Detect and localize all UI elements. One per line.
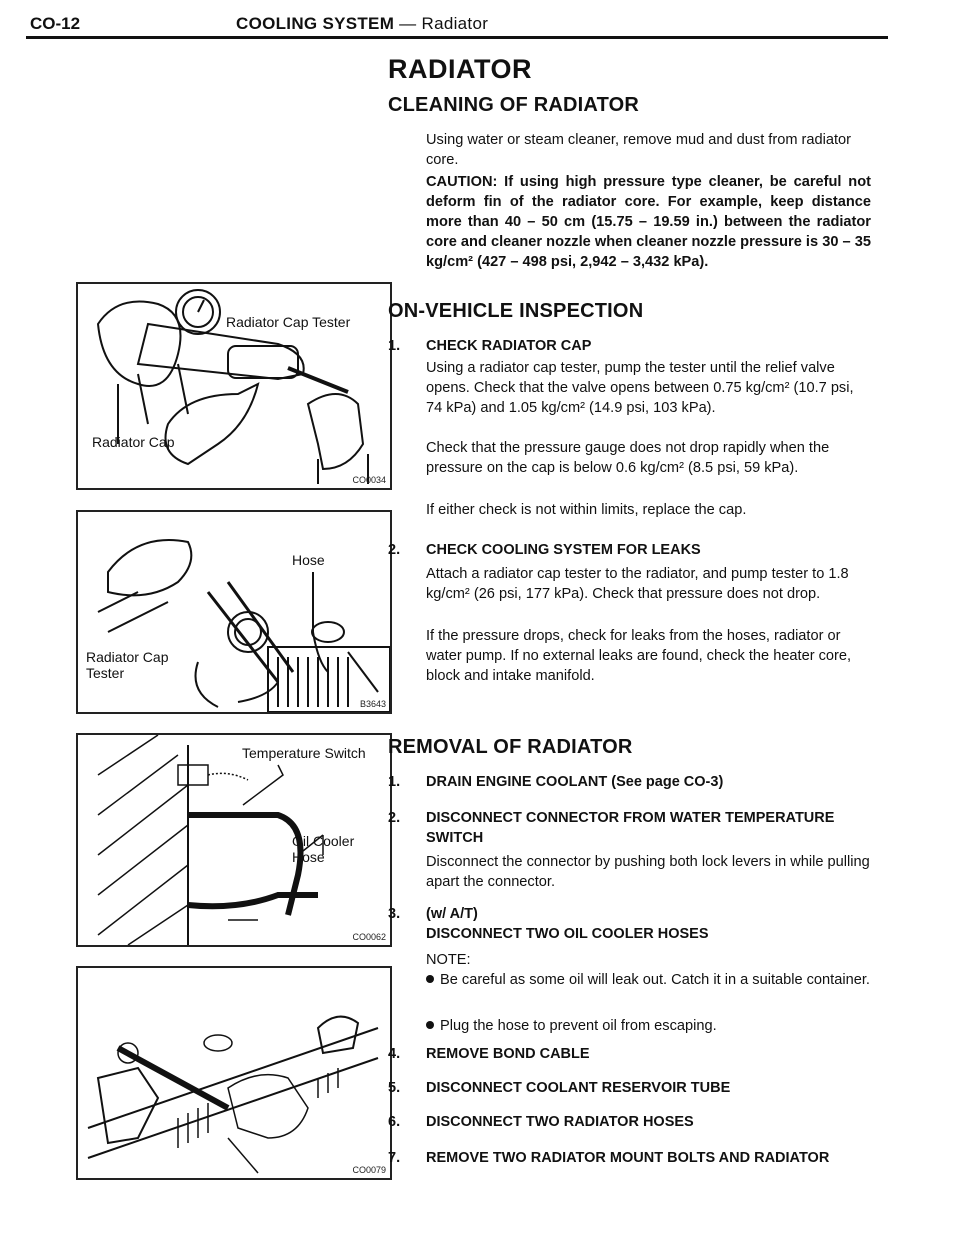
label-radiator-cap-tester: Radiator Cap Tester [226, 314, 351, 330]
inspection-step-1-para-3: If either check is not within limits, replace the cap. [426, 502, 747, 518]
radiator-mount-bolts-illustration [78, 968, 390, 1178]
cleaning-paragraph: Using water or steam cleaner, remove mud and dust from radiator core. [426, 132, 852, 168]
heading-removal-of-radiator: REMOVAL OF RADIATOR [388, 736, 633, 758]
page-header-title [236, 14, 488, 34]
cleaning-caution: CAUTION: If using high pressure type cleaner, be careful not deform fin of the radiator core. For example, keep distance more than 40 – 50 cm (15.75 – 19.59 in.) between the radiator core and cleaner nozzle when cleaner nozzle pressure is 30 – 35 kg/cm² (427 – 498 psi, 2,942 – 3,432 kPa). [426, 174, 871, 270]
page-code: CO-12 [30, 14, 81, 33]
removal-step-2-para: Disconnect the connector by pushing both lock levers in while pulling apart the connector. [426, 854, 870, 890]
heading-on-vehicle-inspection: ON-VEHICLE INSPECTION [388, 300, 644, 322]
step-title: DISCONNECT CONNECTOR FROM WATER TEMPERATURE SWITCH [426, 810, 835, 846]
heading-cleaning-of-radiator: CLEANING OF RADIATOR [388, 94, 640, 116]
bullet-text: Plug the hose to prevent oil from escaping. [440, 1018, 717, 1034]
step-number: 1. [388, 774, 401, 790]
label-oil-cooler-line1: Oil Cooler [292, 833, 355, 849]
label-radiator-cap-tester-line1: Radiator Cap [86, 649, 169, 665]
bullet-icon [426, 1021, 434, 1029]
inspection-step-1-para-1: Using a radiator cap tester, pump the tester until the relief valve opens. Check that the valve opens between 0.75 kg/cm² (10.7 psi, 74 kPa) and 1.05 kg/cm² (14.9 psi, 103 kPa). [426, 360, 854, 416]
label-radiator-cap: Radiator Cap [92, 434, 175, 450]
step-qualifier: (w/ A/T) [426, 906, 478, 922]
inspection-step-2-para-2: If the pressure drops, check for leaks from the hoses, radiator or water pump. If no external leaks are found, check the heater core, block and intake manifold. [426, 628, 852, 684]
figure-code: CO0034 [352, 475, 386, 485]
bullet-icon [426, 975, 434, 983]
step-number: 1. [388, 338, 401, 354]
step-number: 6. [388, 1114, 401, 1130]
figure-code: CO0062 [352, 932, 386, 942]
step-number: 3. [388, 906, 401, 922]
step-title: DISCONNECT TWO RADIATOR HOSES [426, 1114, 694, 1130]
header-rule [26, 36, 888, 39]
step-title: REMOVE BOND CABLE [426, 1046, 590, 1062]
removal-note-label: NOTE: [426, 952, 471, 968]
step-number: 5. [388, 1080, 401, 1096]
inspection-step-1-para-2: Check that the pressure gauge does not drop rapidly when the pressure on the cap is below 0.6 kg/cm² (8.5 psi, 59 kPa). [426, 440, 830, 476]
step-title: DRAIN ENGINE COOLANT (See page CO-3) [426, 774, 724, 790]
figure-temperature-switch [76, 733, 392, 947]
label-temperature-switch: Temperature Switch [242, 745, 366, 761]
figure-code: B3643 [359, 699, 386, 709]
label-oil-cooler-line2: Hose [292, 849, 325, 865]
leak-check-illustration [78, 512, 390, 712]
header-subsection: Radiator [421, 14, 489, 33]
removal-note-bullet-2 [426, 1016, 876, 1036]
step-number: 4. [388, 1046, 401, 1062]
figure-radiator-cap-tester [76, 282, 392, 490]
figure-code: CO0079 [352, 1165, 386, 1175]
step-title: DISCONNECT TWO OIL COOLER HOSES [426, 926, 709, 942]
inspection-step-2-para-1: Attach a radiator cap tester to the radiator, and pump tester to 1.8 kg/cm² (26 psi, 177 kPa). Check that pressure does not drop. [426, 566, 849, 602]
step-title: CHECK RADIATOR CAP [426, 338, 592, 354]
step-number: 2. [388, 542, 401, 558]
figure-radiator-mount-bolts [76, 966, 392, 1180]
step-title: DISCONNECT COOLANT RESERVOIR TUBE [426, 1080, 731, 1096]
label-radiator-cap-tester-line2: Tester [86, 665, 125, 681]
header-section: COOLING SYSTEM [236, 14, 395, 33]
step-title: CHECK COOLING SYSTEM FOR LEAKS [426, 542, 701, 558]
header-dash: — [394, 14, 422, 33]
bullet-text: Be careful as some oil will leak out. Catch it in a suitable container. [440, 972, 870, 988]
step-title: REMOVE TWO RADIATOR MOUNT BOLTS AND RADIATOR [426, 1150, 830, 1166]
step-number: 2. [388, 810, 401, 826]
step-number: 7. [388, 1150, 401, 1166]
label-hose: Hose [292, 552, 325, 568]
removal-note-bullet-1 [426, 970, 876, 990]
figure-cooling-system-leak-check [76, 510, 392, 714]
page-title: RADIATOR [388, 54, 532, 84]
